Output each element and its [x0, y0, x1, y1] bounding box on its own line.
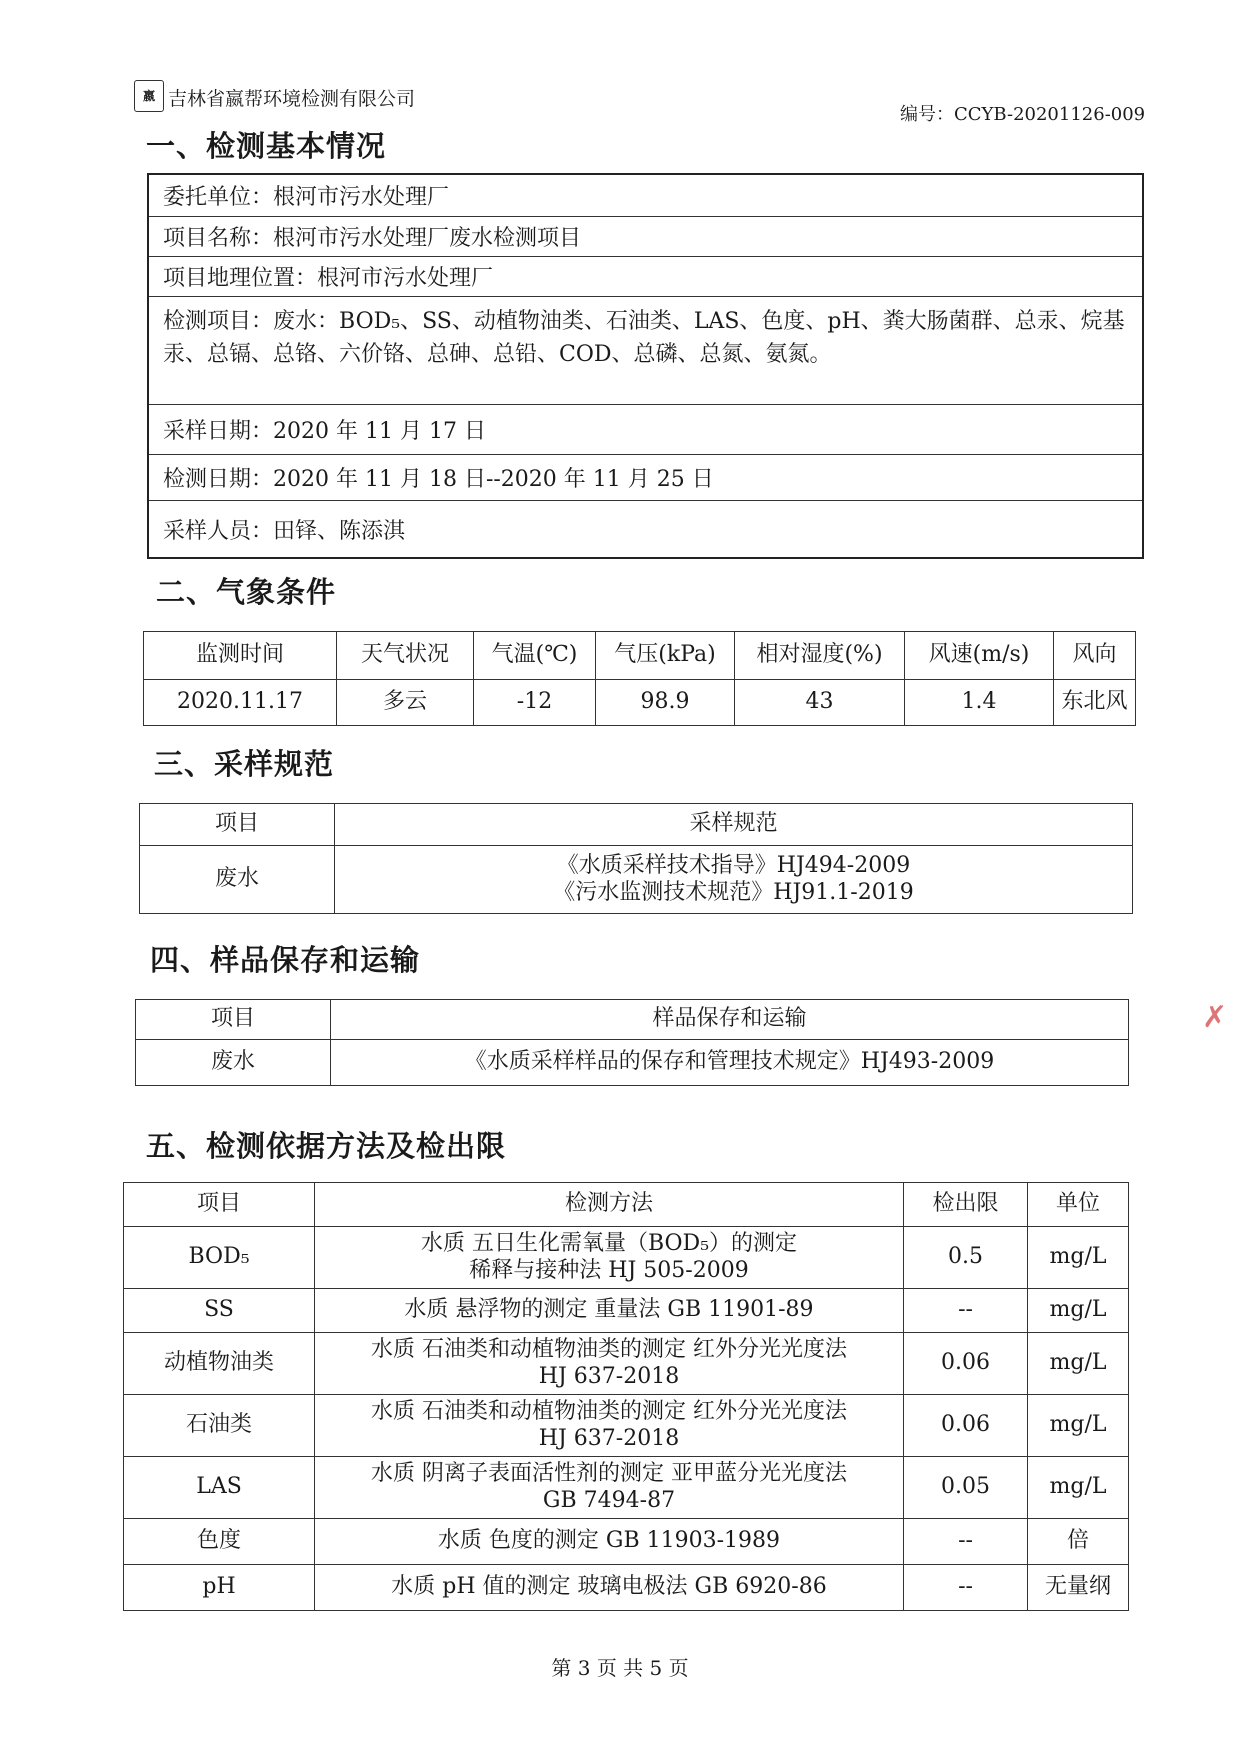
sampling-spec-row	[140, 846, 1133, 914]
method-text	[315, 1457, 904, 1519]
method-line: 水质 五日生化需氧量（BOD₅）的测定	[420, 1231, 798, 1257]
method-unit: mg/L	[1028, 1395, 1129, 1457]
method-row	[124, 1457, 1129, 1519]
weather-header-cell: 风向	[1054, 632, 1136, 680]
method-row	[124, 1227, 1129, 1289]
info-row-samplers: 采样人员：田铎、陈添淇	[163, 518, 406, 544]
basic-info-box	[147, 173, 1144, 559]
storage-table	[135, 999, 1129, 1086]
method-item: 石油类	[124, 1395, 315, 1457]
method-unit: mg/L	[1028, 1289, 1129, 1333]
weather-table	[143, 631, 1136, 726]
info-row-project: 项目名称：根河市污水处理厂废水检测项目	[149, 217, 1142, 257]
section4-title: 四、样品保存和运输	[150, 943, 421, 977]
weather-header-cell: 风速(m/s)	[905, 632, 1054, 680]
method-header-row	[124, 1183, 1129, 1227]
storage-header-cell: 样品保存和运输	[331, 1000, 1129, 1040]
sampling-spec-line: 《污水监测技术规范》HJ91.1-2019	[553, 879, 914, 905]
method-unit: mg/L	[1028, 1333, 1129, 1395]
method-line: HJ 637-2018	[538, 1425, 680, 1451]
method-line: 水质 色度的测定 GB 11903-1989	[437, 1528, 781, 1554]
info-row-sampling-date: 采样日期：2020 年 11 月 17 日	[149, 405, 1142, 455]
storage-item: 废水	[136, 1040, 331, 1086]
method-header-cell: 单位	[1028, 1183, 1129, 1227]
weather-header-cell: 相对湿度(%)	[735, 632, 905, 680]
method-text	[315, 1565, 904, 1611]
weather-header-cell: 监测时间	[144, 632, 337, 680]
method-text	[315, 1333, 904, 1395]
section3-title: 三、采样规范	[154, 747, 335, 781]
method-limit: 0.5	[904, 1227, 1028, 1289]
storage-header-cell: 项目	[136, 1000, 331, 1040]
weather-header-cell: 天气状况	[337, 632, 474, 680]
info-row-client: 委托单位：根河市污水处理厂	[149, 175, 1142, 217]
method-item: BOD₅	[124, 1227, 315, 1289]
method-limit: --	[904, 1289, 1028, 1333]
method-item: 动植物油类	[124, 1333, 315, 1395]
weather-value-cell: 东北风	[1054, 680, 1136, 726]
weather-value-cell: 43	[735, 680, 905, 726]
weather-value-cell: -12	[474, 680, 596, 726]
method-unit: 倍	[1028, 1519, 1129, 1565]
info-row-test-date: 检测日期：2020 年 11 月 18 日--2020 年 11 月 25 日	[149, 455, 1142, 501]
weather-header-cell: 气压(kPa)	[596, 632, 735, 680]
weather-value-cell: 2020.11.17	[144, 680, 337, 726]
section2-title: 二、气象条件	[156, 575, 337, 609]
method-line: 稀释与接种法 HJ 505-2009	[469, 1257, 749, 1283]
method-text	[315, 1289, 904, 1333]
weather-value-cell: 98.9	[596, 680, 735, 726]
method-item: SS	[124, 1289, 315, 1333]
method-row	[124, 1333, 1129, 1395]
company-name: 吉林省嬴帮环境检测有限公司	[168, 88, 416, 110]
method-row	[124, 1289, 1129, 1333]
method-row	[124, 1395, 1129, 1457]
document-number: 编号：CCYB-20201126-009	[900, 104, 1146, 125]
storage-row	[136, 1040, 1129, 1086]
method-limit: 0.05	[904, 1457, 1028, 1519]
method-row	[124, 1519, 1129, 1565]
method-item: 色度	[124, 1519, 315, 1565]
storage-header-row	[136, 1000, 1129, 1040]
method-limit: 0.06	[904, 1395, 1028, 1457]
sampling-spec-header-cell: 项目	[140, 804, 335, 846]
method-limit: --	[904, 1519, 1028, 1565]
method-line: 水质 阴离子表面活性剂的测定 亚甲蓝分光光度法	[371, 1461, 847, 1487]
weather-value-row	[144, 680, 1136, 726]
method-line: HJ 637-2018	[538, 1363, 680, 1389]
company-logo: 嬴	[134, 80, 164, 112]
method-line: 水质 悬浮物的测定 重量法 GB 11901-89	[404, 1297, 814, 1323]
method-header-cell: 检测方法	[315, 1183, 904, 1227]
method-row	[124, 1565, 1129, 1611]
weather-value-cell: 多云	[337, 680, 474, 726]
sampling-spec-item: 废水	[140, 846, 335, 914]
method-limit: --	[904, 1565, 1028, 1611]
page-number: 第 3 页 共 5 页	[551, 1656, 689, 1680]
method-table	[123, 1182, 1129, 1611]
method-unit: mg/L	[1028, 1227, 1129, 1289]
sampling-spec-table	[139, 803, 1133, 914]
sampling-spec-line: 《水质采样技术指导》HJ494-2009	[556, 853, 911, 879]
section5-title: 五、检测依据方法及检出限	[146, 1129, 507, 1163]
method-line: 水质 pH 值的测定 玻璃电极法 GB 6920-86	[391, 1574, 827, 1600]
info-row-location: 项目地理位置：根河市污水处理厂	[149, 257, 1142, 297]
sampling-spec-value	[335, 846, 1133, 914]
method-line: 水质 石油类和动植物油类的测定 红外分光光度法	[371, 1337, 847, 1363]
sampling-spec-header-cell: 采样规范	[335, 804, 1133, 846]
method-limit: 0.06	[904, 1333, 1028, 1395]
weather-value-cell: 1.4	[905, 680, 1054, 726]
method-item: LAS	[124, 1457, 315, 1519]
method-unit: mg/L	[1028, 1457, 1129, 1519]
storage-value: 《水质采样样品的保存和管理技术规定》HJ493-2009	[331, 1040, 1129, 1086]
method-header-cell: 项目	[124, 1183, 315, 1227]
weather-header-cell: 气温(℃)	[474, 632, 596, 680]
method-header-cell: 检出限	[904, 1183, 1028, 1227]
method-text	[315, 1395, 904, 1457]
method-text	[315, 1227, 904, 1289]
method-text	[315, 1519, 904, 1565]
seal-fragment-icon: ✗	[1202, 1000, 1228, 1035]
method-item: pH	[124, 1565, 315, 1611]
info-row-items: 检测项目：废水：BOD₅、SS、动植物油类、石油类、LAS、色度、pH、粪大肠菌群、总汞、烷基汞、总镉、总铬、六价铬、总砷、总铅、COD、总磷、总氮、氨氮。	[149, 297, 1142, 405]
section1-title: 一、检测基本情况	[146, 129, 387, 163]
method-line: GB 7494-87	[542, 1487, 676, 1513]
sampling-spec-header-row	[140, 804, 1133, 846]
weather-header-row	[144, 632, 1136, 680]
method-line: 水质 石油类和动植物油类的测定 红外分光光度法	[371, 1399, 847, 1425]
method-unit: 无量纲	[1028, 1565, 1129, 1611]
